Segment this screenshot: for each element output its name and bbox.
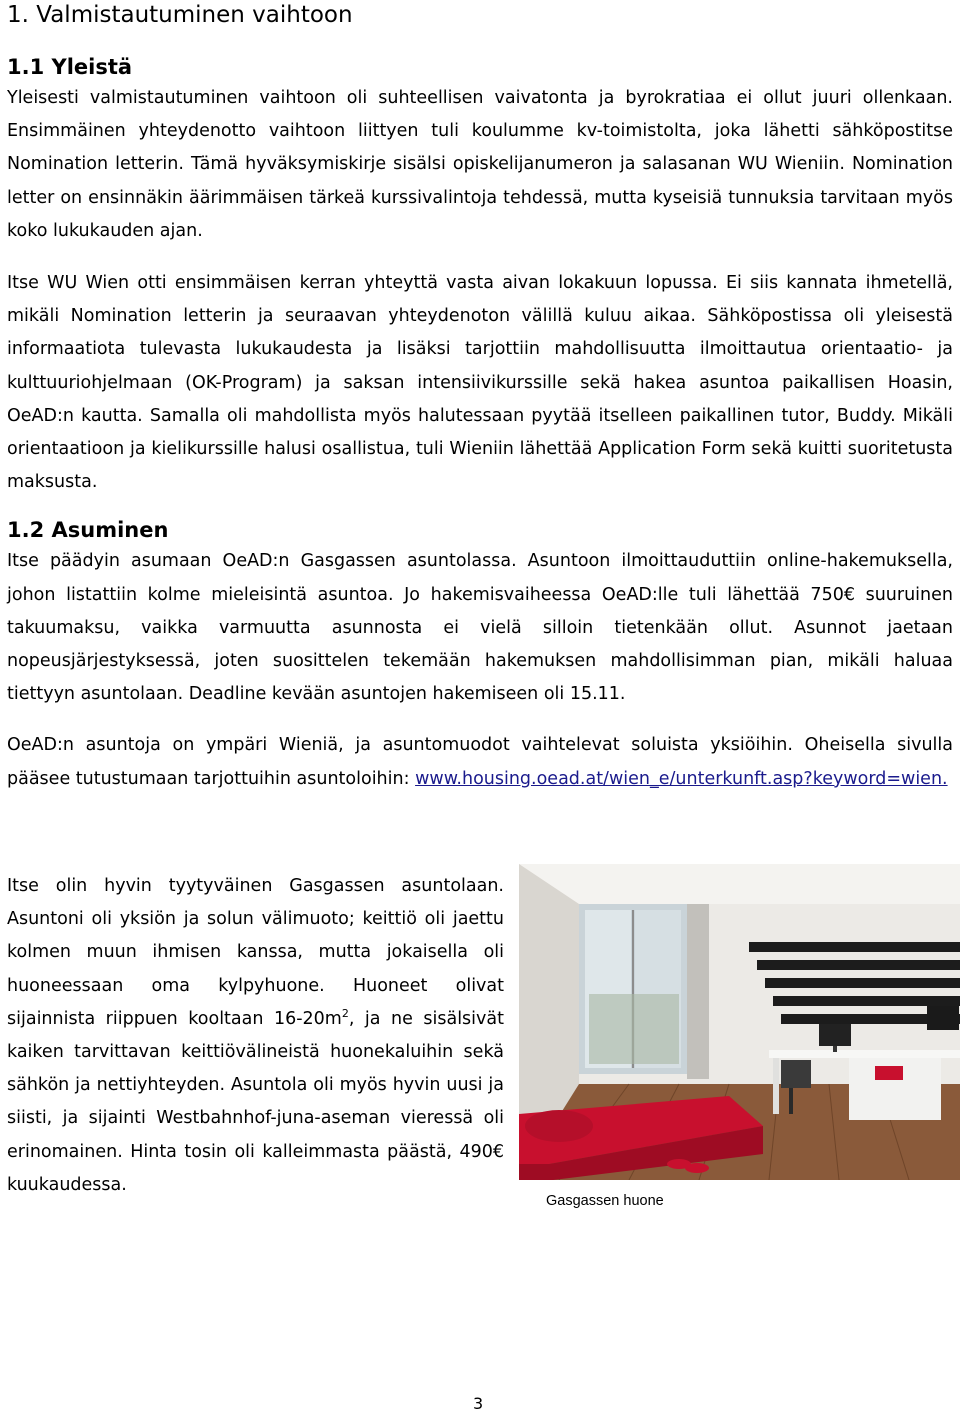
paragraph-general-1: Yleisesti valmistautuminen vaihtoon oli suhteellisen vaivatonta ja byrokratiaa ei ollut juuri ollenkaan. Ensimmäinen yhteydenotto vaihtoon liittyen tuli koulumme kv-toimistolta, joka lähetti sähköpostitse Nomination letterin. Tämä hyväksymiskirje sisälsi opiskelijanumeron ja salasanan WU Wieniin. Nomination letter on ensinnäkin äärimmäisen tärkeä kurssivalintoja tehdessä, mutta kyseisiä tunnuksia tarvitaan myös koko lukukauden ajan.	[7, 88, 953, 241]
room-photo	[519, 864, 960, 1180]
paragraph-housing-2	[7, 729, 953, 795]
chapter-heading: 1. Valmistautuminen vaihtoon	[7, 2, 353, 28]
paragraph-general-2: Itse WU Wien otti ensimmäisen kerran yhteyttä vasta aivan lokakuun lopussa. Ei siis kannata ihmetellä, mikäli Nomination letterin ja seuraavan yhteydenoton välillä kuluu aikaa. Sähköpostissa oli yleisestä informaatiota tulevasta lukukaudesta ja lisäksi tarjottiin mahdollisuutta ilmoittautua orientaatio- ja kulttuuriohjelmaan (OK-Program) ja saksan intensiivikurssille sekä hakea asuntoa paikallisen Hoasin, OeAD:n kautta. Samalla oli mahdollista myös halutessaan pyytää itselleen paikallinen tutor, Buddy. Mikäli orientaatioon ja kielikurssille halusi osallistua, tuli Wieniin lähettää Application Form sekä kuitti suoritetusta maksusta.	[7, 273, 953, 493]
paragraph-housing-3-b: , ja ne sisälsivät kaiken tarvittavan keittiövälineistä huonekaluihin sekä sähkön ja nettiyhteyden. Asuntola oli myös hyvin uusi ja siisti, ja sijainti Westbahnhof-juna-aseman vieressä oli erinomainen. Hinta tosin oli kalleimmasta päästä, 490€ kuukaudessa.	[7, 1008, 504, 1195]
paragraph-housing-3	[7, 870, 504, 1202]
page-number: 3	[473, 1394, 484, 1413]
paragraph-housing-1: Itse päädyin asumaan OeAD:n Gasgassen asuntolassa. Asuntoon ilmoittauduttiin online-hakemuksella, johon listattiin kolme mieleisintä asuntoa. Jo hakemisvaiheessa OeAD:lle tuli lähettää 750€ suuruinen takuumaksu, vaikka varmuutta asunnosta ei vielä silloin tietenkään ollut. Asunnot jaetaan nopeusjärjestyksessä, joten suosittelen tekemään hakemuksen mahdollisimman pian, mikäli haluaa tiettyyn asuntolaan. Deadline kevään asuntojen hakemiseen oli 15.11.	[7, 551, 953, 705]
section-heading-yleista: 1.1 Yleistä	[7, 55, 133, 79]
paragraph-housing-3-a: Itse olin hyvin tyytyväinen Gasgassen asuntolaan. Asuntoni oli yksiön ja solun välimuoto; keittiö oli jaettu kolmen muun ihmisen kanssa, mutta jokaisella oli huoneessaan oma kylpyhuone. Huoneet olivat sijainnista riippuen kooltaan 16-20m	[7, 876, 504, 1029]
photo-side-text	[7, 870, 504, 1202]
housing-link[interactable]: www.housing.oead.at/wien_e/unterkunft.asp?keyword=wien.	[415, 768, 948, 789]
section-heading-asuminen: 1.2 Asuminen	[7, 518, 169, 543]
paragraph-housing-2-text: OeAD:n asuntoja on ympäri Wieniä, ja asuntomuodot vaihtelevat soluista yksiöihin. Oheisella sivulla pääsee tutustumaan tarjottuihin asuntoloihin:	[7, 735, 953, 789]
document-page	[7, 0, 953, 796]
superscript-squared: 2	[341, 1006, 349, 1020]
housing-photo-section	[7, 870, 953, 1250]
photo-caption: Gasgassen huone	[546, 1193, 664, 1209]
